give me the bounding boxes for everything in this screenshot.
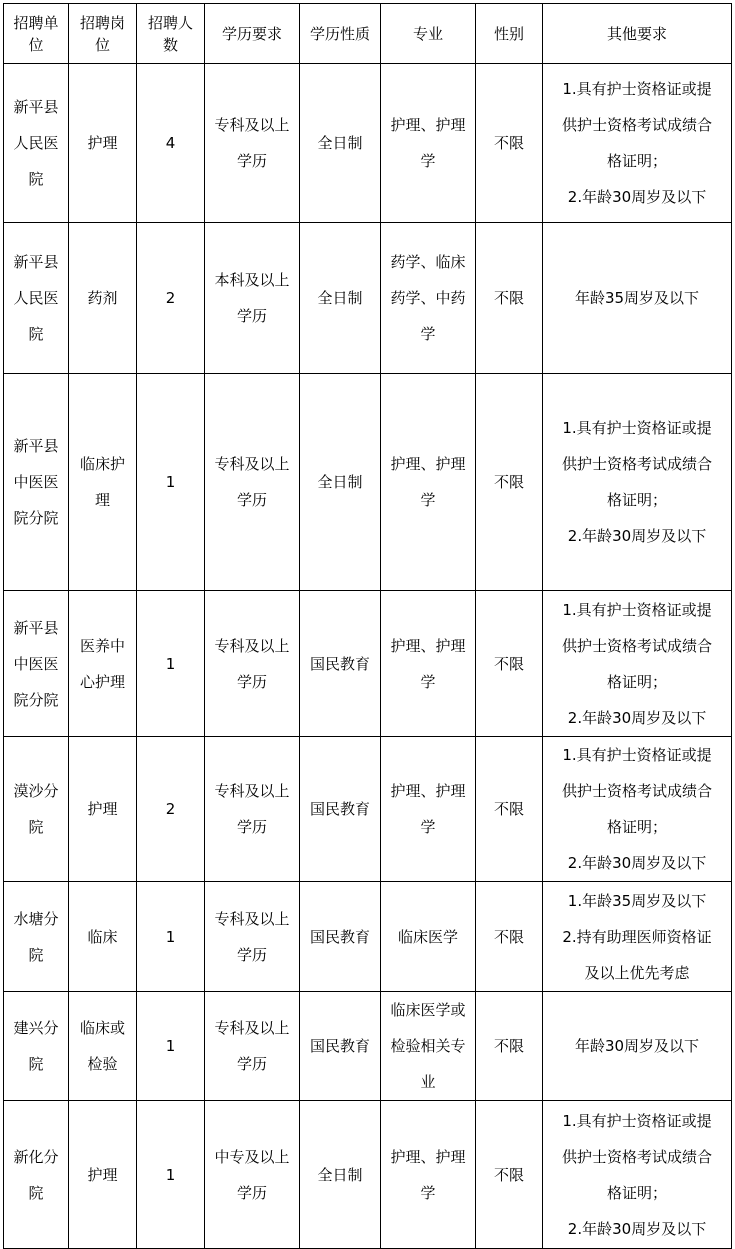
education-cell: 专科及以上学历 xyxy=(205,992,300,1101)
requirement-line: 及以上优先考虑 xyxy=(584,963,690,982)
count-cell: 1 xyxy=(137,1101,205,1249)
unit-cell: 建兴分院 xyxy=(4,992,69,1101)
education-cell: 专科及以上学历 xyxy=(205,591,300,737)
header-row xyxy=(4,4,732,64)
unit-cell: 新平县中医医院分院 xyxy=(4,591,69,737)
position-cell: 药剂 xyxy=(69,223,137,374)
requirement-line: 2.持有助理医师资格证 xyxy=(562,927,712,946)
requirement-line: 2.年龄30周岁及以下 xyxy=(567,708,707,727)
position-cell: 护理 xyxy=(69,1101,137,1249)
requirement-line: 2.年龄30周岁及以下 xyxy=(567,1219,707,1238)
education-cell: 中专及以上学历 xyxy=(205,1101,300,1249)
count-cell: 1 xyxy=(137,591,205,737)
requirement-line: 格证明； xyxy=(606,672,667,691)
position-cell: 临床护理 xyxy=(69,374,137,591)
table-row xyxy=(4,1101,732,1249)
major-cell: 护理、护理学 xyxy=(381,591,476,737)
edu-type-cell: 国民教育 xyxy=(300,591,381,737)
requirement-line: 1.具有护士资格证或提 xyxy=(562,419,712,437)
edu-type-cell: 国民教育 xyxy=(300,737,381,882)
requirement-line: 供护士资格考试成绩合 xyxy=(561,116,712,134)
table-row xyxy=(4,992,732,1101)
requirements-cell xyxy=(543,223,732,374)
edu-type-cell: 国民教育 xyxy=(300,882,381,992)
requirement-line: 格证明； xyxy=(606,1183,667,1202)
requirement-line: 供护士资格考试成绩合 xyxy=(561,636,712,655)
requirement-line: 年龄35周岁及以下 xyxy=(574,289,700,307)
table-row xyxy=(4,882,732,992)
unit-cell: 新平县中医医院分院 xyxy=(4,374,69,591)
major-cell: 护理、护理学 xyxy=(381,737,476,882)
requirement-line: 年龄30周岁及以下 xyxy=(574,1037,700,1055)
unit-cell: 新化分院 xyxy=(4,1101,69,1249)
count-cell: 1 xyxy=(137,992,205,1101)
header-requirements: 其他要求 xyxy=(543,4,732,64)
gender-cell: 不限 xyxy=(476,591,543,737)
table-row xyxy=(4,737,732,882)
edu-type-cell: 全日制 xyxy=(300,1101,381,1249)
major-cell: 药学、临床药学、中药学 xyxy=(381,223,476,374)
requirements-cell xyxy=(543,1101,732,1249)
edu-type-cell: 全日制 xyxy=(300,374,381,591)
position-cell: 护理 xyxy=(69,737,137,882)
requirements-cell xyxy=(543,737,732,882)
gender-cell: 不限 xyxy=(476,992,543,1101)
major-cell: 临床医学或检验相关专业 xyxy=(381,992,476,1101)
requirement-line: 1.具有护士资格证或提 xyxy=(562,600,712,619)
table-row xyxy=(4,374,732,591)
header-unit: 招聘单位 xyxy=(4,4,69,64)
major-cell: 护理、护理学 xyxy=(381,374,476,591)
table-row xyxy=(4,64,732,223)
education-cell: 专科及以上学历 xyxy=(205,882,300,992)
position-cell: 护理 xyxy=(69,64,137,223)
position-cell: 医养中心护理 xyxy=(69,591,137,737)
requirements-cell xyxy=(543,882,732,992)
requirement-line: 供护士资格考试成绩合 xyxy=(561,1147,712,1166)
requirements-cell xyxy=(543,992,732,1101)
header-education: 学历要求 xyxy=(205,4,300,64)
major-cell: 护理、护理学 xyxy=(381,1101,476,1249)
education-cell: 本科及以上学历 xyxy=(205,223,300,374)
gender-cell: 不限 xyxy=(476,223,543,374)
gender-cell: 不限 xyxy=(476,737,543,882)
education-cell: 专科及以上学历 xyxy=(205,64,300,223)
gender-cell: 不限 xyxy=(476,882,543,992)
count-cell: 2 xyxy=(137,737,205,882)
count-cell: 1 xyxy=(137,882,205,992)
header-count: 招聘人数 xyxy=(137,4,205,64)
count-cell: 1 xyxy=(137,374,205,591)
requirements-cell xyxy=(543,64,732,223)
requirement-line: 格证明； xyxy=(606,152,667,170)
requirement-line: 2.年龄30周岁及以下 xyxy=(567,188,707,206)
major-cell: 临床医学 xyxy=(381,882,476,992)
edu-type-cell: 全日制 xyxy=(300,64,381,223)
requirement-line: 2.年龄30周岁及以下 xyxy=(567,527,707,545)
requirement-line: 1.具有护士资格证或提 xyxy=(562,1111,712,1130)
edu-type-cell: 国民教育 xyxy=(300,992,381,1101)
unit-cell: 水塘分院 xyxy=(4,882,69,992)
header-edu-type: 学历性质 xyxy=(300,4,381,64)
requirement-line: 1.具有护士资格证或提 xyxy=(562,746,712,764)
table-row xyxy=(4,223,732,374)
header-position: 招聘岗位 xyxy=(69,4,137,64)
unit-cell: 新平县人民医院 xyxy=(4,223,69,374)
requirements-cell xyxy=(543,374,732,591)
education-cell: 专科及以上学历 xyxy=(205,737,300,882)
position-cell: 临床 xyxy=(69,882,137,992)
unit-cell: 新平县人民医院 xyxy=(4,64,69,223)
unit-cell: 漠沙分院 xyxy=(4,737,69,882)
requirement-line: 2.年龄30周岁及以下 xyxy=(567,854,707,872)
major-cell: 护理、护理学 xyxy=(381,64,476,223)
requirement-line: 1.年龄35周岁及以下 xyxy=(567,891,707,910)
recruitment-table xyxy=(3,3,732,1249)
requirement-line: 供护士资格考试成绩合 xyxy=(561,782,712,800)
requirement-line: 供护士资格考试成绩合 xyxy=(561,455,712,473)
edu-type-cell: 全日制 xyxy=(300,223,381,374)
requirements-cell xyxy=(543,591,732,737)
requirement-line: 格证明； xyxy=(606,491,667,509)
requirement-line: 1.具有护士资格证或提 xyxy=(562,80,712,98)
gender-cell: 不限 xyxy=(476,374,543,591)
table-row xyxy=(4,591,732,737)
header-major: 专业 xyxy=(381,4,476,64)
education-cell: 专科及以上学历 xyxy=(205,374,300,591)
requirement-line: 格证明； xyxy=(606,818,667,836)
header-gender: 性别 xyxy=(476,4,543,64)
gender-cell: 不限 xyxy=(476,64,543,223)
count-cell: 4 xyxy=(137,64,205,223)
position-cell: 临床或检验 xyxy=(69,992,137,1101)
gender-cell: 不限 xyxy=(476,1101,543,1249)
count-cell: 2 xyxy=(137,223,205,374)
